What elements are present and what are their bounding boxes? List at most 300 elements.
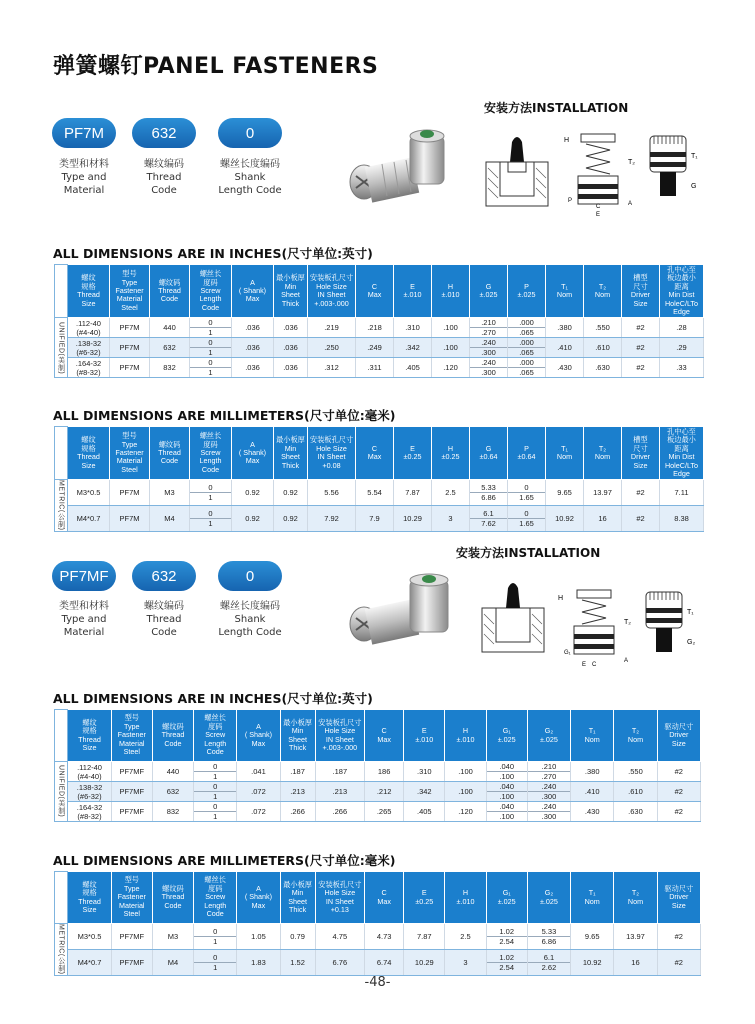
- cell-t1: .380: [571, 762, 614, 782]
- installation-diagram: [486, 122, 696, 222]
- cell-p: [527, 949, 570, 975]
- header-line: Thread: [77, 290, 100, 300]
- header-row: [55, 710, 701, 762]
- side-spacer: [55, 710, 68, 762]
- header-line: Length: [204, 900, 227, 910]
- header-line: T₂: [598, 443, 607, 453]
- split-value: 0: [190, 358, 231, 368]
- cell-dist: .33: [660, 358, 704, 378]
- cell-type: PF7M: [110, 338, 150, 358]
- type-material-label: 类型和材料 Type and Material: [59, 601, 109, 638]
- header-line: T₁: [588, 888, 596, 898]
- column-header: [622, 427, 660, 480]
- page-number: -48-: [364, 975, 391, 990]
- column-header: [657, 872, 700, 924]
- table-row: [55, 358, 704, 378]
- header-line: A: [256, 721, 261, 731]
- column-header: [622, 265, 660, 318]
- header-line: 螺纹: [81, 273, 96, 283]
- cell-e: 10.29: [394, 506, 432, 532]
- header-line: E: [410, 281, 415, 291]
- cell-h: 2.5: [445, 924, 486, 950]
- split-cell: [194, 927, 236, 946]
- cell-drv: #2: [657, 949, 700, 975]
- unit-side-label: METRIC(公制): [55, 480, 68, 532]
- cell-a: .041: [237, 762, 280, 782]
- header-line: ( Shank): [238, 286, 267, 296]
- column-header: [315, 710, 364, 762]
- column-header: [404, 710, 445, 762]
- svg-text:G: G: [691, 183, 697, 190]
- cell-e: .405: [394, 358, 432, 378]
- split-value: 5.33: [528, 927, 570, 937]
- header-line: T₂: [598, 281, 607, 291]
- split-value: .000: [508, 318, 545, 328]
- header-line: 螺丝长: [204, 875, 226, 885]
- header-line: 最小板厚: [276, 435, 305, 445]
- column-header: [232, 427, 274, 480]
- column-header: [571, 710, 614, 762]
- header-line: Size: [82, 742, 97, 752]
- column-header: [68, 427, 110, 480]
- column-header: [308, 265, 356, 318]
- cell-line: .138-32: [75, 338, 102, 348]
- cell-t1: .410: [546, 338, 584, 358]
- split-value: 1.65: [519, 519, 534, 529]
- header-line: Fastener: [117, 892, 146, 902]
- header-line: 安装板孔尺寸: [318, 717, 362, 727]
- column-header: [546, 265, 584, 318]
- cell-min: .266: [280, 802, 315, 822]
- header-line: Thick: [289, 742, 307, 752]
- type-pill: PF7MF: [52, 561, 116, 591]
- header-line: Min: [291, 888, 304, 898]
- header-line: ±.025: [479, 290, 498, 300]
- cell-line: M4*0.7: [76, 514, 101, 524]
- header-line: T₁: [561, 281, 568, 291]
- split-cell: [487, 782, 527, 801]
- split-cell: [470, 483, 507, 502]
- header-line: Sheet: [281, 290, 300, 300]
- cell-c: .218: [356, 318, 394, 338]
- column-header: [527, 872, 570, 924]
- header-line: Code: [201, 302, 220, 312]
- section-title: ALL DIMENSIONS ARE IN INCHES(尺寸单位:英寸): [53, 246, 373, 261]
- thread-code-pill: 632: [132, 561, 196, 591]
- header-line: IN Sheet: [317, 452, 346, 462]
- cell-type: PF7M: [110, 480, 150, 506]
- split-value: .040: [487, 802, 527, 812]
- header-line: +.003-.000: [322, 742, 358, 752]
- cell-line: (#6-32): [76, 347, 101, 357]
- column-header: [110, 265, 150, 318]
- header-line: C: [381, 888, 387, 898]
- table-row: [55, 318, 704, 338]
- split-value: 5.33: [470, 483, 507, 493]
- cell-line: .112-40: [76, 318, 101, 328]
- split-cell: [508, 318, 545, 337]
- split-value: 1: [208, 368, 213, 378]
- split-value: 1: [208, 493, 213, 503]
- column-header: [432, 427, 470, 480]
- header-line: Length: [204, 738, 227, 748]
- cell-min: .187: [280, 762, 315, 782]
- column-header: [365, 710, 404, 762]
- cell-e: 7.87: [394, 480, 432, 506]
- cell-len: [194, 924, 237, 950]
- side-spacer: [55, 872, 68, 924]
- column-header: [527, 710, 570, 762]
- split-value: 6.86: [541, 936, 557, 946]
- header-line: Max: [367, 452, 382, 462]
- split-value: 0: [194, 762, 236, 772]
- column-header: [614, 710, 657, 762]
- installation-title: 安装方法INSTALLATION: [456, 546, 601, 560]
- split-value: 6.1: [470, 509, 507, 519]
- header-line: +0.13: [330, 904, 349, 914]
- cell-min: 0.92: [274, 506, 308, 532]
- cell-t2: .630: [614, 802, 657, 822]
- cell-type: PF7MF: [111, 949, 152, 975]
- cell-e: .310: [404, 762, 445, 782]
- header-line: Size: [671, 738, 686, 748]
- column-header: [486, 710, 527, 762]
- fastener-illustration: [342, 572, 462, 662]
- column-header: [232, 265, 274, 318]
- cell-t1: .430: [546, 358, 584, 378]
- header-line: Thread: [78, 896, 101, 906]
- cell-size: [68, 358, 110, 378]
- cell-g: [486, 949, 527, 975]
- split-value: .210: [528, 762, 570, 772]
- header-line: Type: [121, 277, 138, 287]
- header-line: ±.025: [497, 896, 516, 906]
- header-line: ±0.64: [479, 452, 498, 462]
- fastener-illustration: [342, 124, 462, 214]
- shank-length-label: 螺丝长度编码 Shank Length Code: [218, 601, 282, 638]
- installation-title: 安装方法INSTALLATION: [484, 101, 629, 115]
- cell-dist: .28: [660, 318, 704, 338]
- cell-a: 1.83: [237, 949, 280, 975]
- split-value: 1: [208, 328, 213, 338]
- cell-min: 1.52: [280, 949, 315, 975]
- cell-e: .405: [404, 802, 445, 822]
- header-line: Type: [123, 883, 140, 893]
- split-value: 6.86: [481, 493, 496, 503]
- cell-type: PF7M: [110, 358, 150, 378]
- header-row: [55, 872, 701, 924]
- cell-drv: #2: [657, 782, 700, 802]
- header-line: Size: [81, 298, 96, 308]
- header-line: Sheet: [288, 896, 307, 906]
- column-header: [152, 710, 193, 762]
- cell-hole: .250: [308, 338, 356, 358]
- cell-t1: 10.92: [546, 506, 584, 532]
- header-line: 规格: [82, 726, 97, 736]
- header-line: Max: [377, 896, 391, 906]
- header-line: E: [410, 443, 415, 453]
- cell-drv: #2: [622, 338, 660, 358]
- cell-g: [470, 318, 508, 338]
- length-code-pill: 0: [218, 561, 282, 591]
- header-line: Min Dist: [668, 452, 695, 462]
- split-value: .210: [470, 318, 507, 328]
- header-line: Size: [633, 460, 648, 470]
- cell-line: .164-32: [75, 358, 102, 368]
- column-header: [486, 872, 527, 924]
- split-value: 0: [190, 509, 231, 519]
- column-header: [508, 427, 546, 480]
- header-line: C: [371, 281, 378, 291]
- cell-g: [470, 338, 508, 358]
- header-line: Max: [245, 456, 260, 466]
- cell-h: 2.5: [432, 480, 470, 506]
- header-line: T₂: [631, 726, 640, 736]
- header-line: +.003-.000: [314, 298, 349, 308]
- header-line: 螺丝长: [204, 713, 226, 723]
- header-line: A: [250, 277, 255, 287]
- column-header: [365, 872, 404, 924]
- cell-t2: 16: [584, 506, 622, 532]
- cell-drv: #2: [657, 924, 700, 950]
- cell-a: .072: [237, 802, 280, 822]
- header-line: ( Shank): [238, 448, 267, 458]
- header-line: Code: [160, 456, 179, 466]
- split-value: .065: [519, 348, 534, 358]
- cell-line: (#8-32): [77, 811, 102, 821]
- header-line: 最小板厚: [276, 273, 305, 283]
- dimensions-table-mm: [54, 871, 701, 976]
- cell-hole: 6.76: [315, 949, 364, 975]
- header-line: H: [462, 726, 469, 736]
- split-value: 0: [508, 509, 545, 519]
- header-line: ±.010: [456, 734, 475, 744]
- header-line: 槽型: [633, 273, 648, 283]
- cell-len: [190, 338, 232, 358]
- split-value: 2.54: [499, 936, 515, 946]
- cell-dist: 7.11: [660, 480, 704, 506]
- cell-hole: .187: [315, 762, 364, 782]
- header-line: Max: [367, 290, 382, 300]
- cell-hole: 7.92: [308, 506, 356, 532]
- split-value: .300: [481, 348, 496, 358]
- column-header: [660, 265, 704, 318]
- side-spacer: [55, 427, 68, 480]
- split-value: 1: [213, 812, 218, 821]
- header-line: HoleC/LTo: [664, 460, 699, 470]
- header-line: Screw: [205, 892, 226, 902]
- cell-c: 7.9: [356, 506, 394, 532]
- header-line: Steel: [121, 302, 138, 312]
- header-line: 规格: [82, 888, 97, 898]
- split-cell: [487, 927, 527, 946]
- header-line: Sheet: [281, 452, 300, 462]
- cell-t2: .610: [584, 338, 622, 358]
- header-line: Hole Size: [324, 726, 356, 736]
- split-cell: [508, 509, 545, 528]
- cell-len: [190, 358, 232, 378]
- table-row: [55, 782, 701, 802]
- header-line: Min: [291, 726, 304, 736]
- split-cell: [528, 953, 570, 972]
- cell-len: [190, 318, 232, 338]
- cell-line: .138-32: [76, 782, 103, 792]
- header-line: Thread: [77, 452, 100, 462]
- cell-dist: 8.38: [660, 506, 704, 532]
- header-line: 螺纹: [81, 435, 96, 445]
- header-line: Screw: [200, 286, 221, 296]
- header-line: Fastener: [117, 730, 146, 740]
- length-code-pill: 0: [218, 118, 282, 148]
- header-line: Thread: [161, 892, 185, 902]
- header-line: 螺纹码: [162, 883, 184, 893]
- split-value: 1.02: [487, 953, 527, 963]
- header-line: 驱动尺寸: [664, 721, 694, 731]
- cell-code: M4: [152, 949, 193, 975]
- header-line: Driver: [669, 892, 689, 902]
- split-value: .240: [528, 802, 570, 812]
- header-line: 最小板厚: [283, 879, 312, 889]
- header-line: 规格: [81, 281, 96, 291]
- column-header: [110, 427, 150, 480]
- header-line: HoleC/LTo: [664, 298, 699, 308]
- cell-p: [508, 338, 546, 358]
- cell-t1: 9.65: [571, 924, 614, 950]
- column-header: [394, 427, 432, 480]
- cell-h: .100: [445, 782, 486, 802]
- svg-text:E: E: [596, 212, 601, 218]
- cell-min: 0.79: [280, 924, 315, 950]
- cell-line: M3*0.5: [76, 488, 101, 498]
- split-value: 1.02: [487, 927, 527, 937]
- header-line: IN Sheet: [325, 734, 354, 744]
- cell-t2: .550: [614, 762, 657, 782]
- column-header: [404, 872, 445, 924]
- shank-length-label: 螺丝长度编码 Shank Length Code: [218, 159, 282, 196]
- column-header: [508, 265, 546, 318]
- header-line: Thread: [78, 734, 101, 744]
- header-line: Max: [251, 900, 266, 910]
- column-header: [546, 427, 584, 480]
- column-header: [571, 872, 614, 924]
- split-cell: [487, 762, 527, 781]
- split-value: 1: [213, 962, 218, 972]
- cell-a: .036: [232, 338, 274, 358]
- header-line: Thick: [281, 298, 300, 308]
- split-cell: [508, 483, 545, 502]
- table-row: [55, 506, 704, 532]
- header-line: 螺纹码: [162, 721, 184, 731]
- header-row: [55, 427, 704, 480]
- header-line: Thread: [161, 730, 185, 740]
- type-material-label: 类型和材料 Type and Material: [59, 159, 109, 196]
- cell-line: (#8-32): [76, 367, 101, 377]
- cell-line: M3*0.5: [77, 931, 102, 941]
- cell-len: [194, 782, 237, 802]
- header-line: Max: [245, 294, 260, 304]
- header-line: 度码: [208, 883, 223, 893]
- header-line: 型号: [124, 875, 139, 885]
- split-value: .240: [528, 782, 570, 792]
- column-header: [274, 427, 308, 480]
- split-cell: [194, 802, 236, 821]
- header-line: 螺丝长: [199, 269, 222, 279]
- cell-h: .100: [445, 762, 486, 782]
- header-line: Max: [377, 734, 391, 744]
- column-header: [194, 710, 237, 762]
- header-line: 板边最小: [667, 273, 696, 283]
- cell-drv: #2: [657, 802, 700, 822]
- cell-size: [68, 762, 111, 782]
- header-line: A: [250, 439, 255, 449]
- header-line: Code: [164, 738, 182, 748]
- split-cell: [190, 358, 231, 377]
- cell-e: .342: [394, 338, 432, 358]
- header-line: A: [256, 883, 261, 893]
- cell-p: [508, 506, 546, 532]
- header-line: ±.010: [415, 734, 434, 744]
- svg-text:T₁: T₁: [687, 609, 694, 616]
- header-line: Code: [206, 909, 224, 919]
- column-header: [280, 872, 315, 924]
- section-title: ALL DIMENSIONS ARE MILLIMETERS(尺寸单位:毫米): [53, 853, 396, 868]
- dimensions-table-mm: [54, 426, 704, 532]
- header-line: C: [381, 726, 387, 736]
- split-value: 1: [208, 519, 213, 529]
- cell-type: PF7MF: [111, 802, 152, 822]
- cell-c: 5.54: [356, 480, 394, 506]
- svg-text:H: H: [564, 137, 570, 144]
- split-value: .000: [508, 338, 545, 348]
- header-line: P: [524, 281, 529, 291]
- split-cell: [528, 782, 570, 801]
- cell-t2: 16: [614, 949, 657, 975]
- header-line: Code: [201, 464, 220, 474]
- column-header: [190, 427, 232, 480]
- cell-hole: .266: [315, 802, 364, 822]
- header-line: ±.010: [403, 290, 422, 300]
- header-line: Edge: [673, 469, 690, 479]
- cell-len: [194, 762, 237, 782]
- split-cell: [528, 927, 570, 946]
- cell-p: [508, 358, 546, 378]
- table-row: [55, 480, 704, 506]
- column-header: [152, 872, 193, 924]
- header-line: Edge: [673, 307, 690, 317]
- column-header: [68, 265, 110, 318]
- split-cell: [194, 762, 236, 781]
- thread-code-pill: 632: [132, 118, 196, 148]
- header-line: Hole Size: [316, 281, 347, 291]
- split-value: 7.62: [481, 519, 496, 529]
- split-value: .100: [499, 772, 515, 781]
- cell-p: [527, 924, 570, 950]
- split-value: 0: [190, 318, 231, 328]
- header-line: Material: [116, 294, 143, 304]
- split-value: .065: [519, 368, 534, 378]
- table-row: [55, 802, 701, 822]
- header-line: T₂: [631, 888, 640, 898]
- cell-size: [68, 782, 111, 802]
- split-cell: [487, 953, 527, 972]
- split-cell: [194, 782, 236, 801]
- split-value: .100: [499, 812, 515, 821]
- table-row: [55, 338, 704, 358]
- split-value: .270: [481, 328, 496, 338]
- cell-code: M3: [152, 924, 193, 950]
- cell-t1: 9.65: [546, 480, 584, 506]
- column-header: [660, 427, 704, 480]
